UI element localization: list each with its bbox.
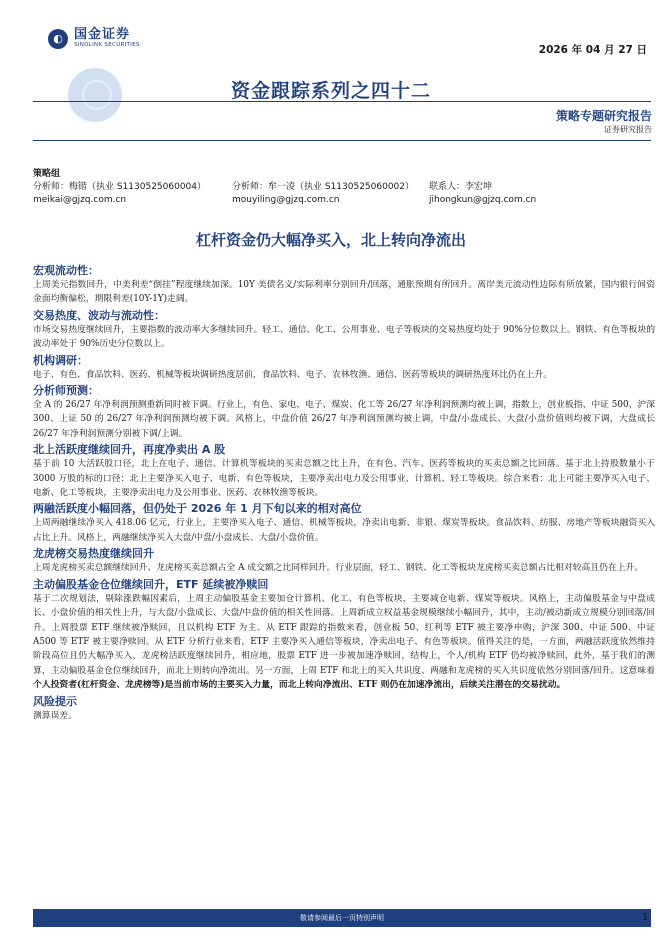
page-number: 1 xyxy=(641,912,648,923)
section-head-trading: 交易热度、波动与流动性： xyxy=(33,308,165,322)
section-text-fund-bold: 个人投资者(杠杆资金、龙虎榜等)是当前市场的主要买入力量，而北上转向净流出、ETF 则仍在加速净流出，后续关注潜在的交易扰动。 xyxy=(33,680,566,691)
section-head-north: 北上活跃度继续回升，再度净卖出 A 股 xyxy=(33,443,226,457)
logo-cn-text: 国金证券 xyxy=(74,27,131,42)
report-headline: 杠杆资金仍大幅净买入，北上转向净流出 xyxy=(195,231,466,249)
contact-person: 联系人：李宏坤 xyxy=(429,182,493,192)
section-text-margin: 上周两融继续净买入 418.06 亿元，行业上，主要净买入电子、通信、机械等板块，净卖出电新、非银、煤炭等板块。食品饮料、纺服、房地产等板块融资买入占比上升。风格上，两融继续净买入大盘/中盘/小盘成长、大盘/小盘价值。 xyxy=(33,518,655,543)
report-header xyxy=(0,0,662,150)
section-text-fund-main: 基于二次规划法，剔除涨跌幅因素后，上周主动偏股基金主要加仓计算机、化工、有色等板块，主要减仓电新、煤炭等板块。风格上，主动偏股基金与中盘成长、小盘价值的相关性上升，与大盘/小盘成长、大盘/中盘价值的相关性回落。上周新成立权益基金规模继续小幅回升，其中，主动/被动新成立规模分别回落/回升。上周股票 ETF 继续被净赎回，且以机构 ETF 为主。从 ETF 跟踪的指数来看，创业板 50、红利等 ETF 被主要净申购，沪深 300、中证 500、中证 A500 等 ETF 被主要净赎回。从 ETF 分析行业来看，ETF 主要净买入通信等板块，净卖出电子、有色等板块。值得关注的是，一方面，两融活跃度依然维持阶段高位且仍大幅净买入，龙虎榜活跃度继续回升，相应地，股票 ETF 进一步被加速净赎回，结构上，个人/机构 ETF 仍均被净赎回，此外，基于我们的测算，主动偏股基金仓位继续回升，而北上则转向净流出。另一方面，上周 ETF 和北上的买入共识度、两融和龙虎榜的买入共识度依然分别回落/回升。这意味着 xyxy=(33,593,655,676)
contact-email[interactable]: jihongkun@gjzq.com.cn xyxy=(429,195,537,205)
section-text-north: 基于前 10 大活跃股口径，北上在电子、通信、计算机等板块的买卖总额之比上升，在有色、汽车、医药等板块的买卖总额之比回落。基于北上持股数量小于 3000 万股的标的口径：北上主要净买入电子、电新、有色等板块，主要净卖出电力及公用事业、计算机、轻工等板块。综合来看：北上可能主要净买入电子、电新、化工等板块，主要净卖出电力及公用事业、医药、农林牧渔等板块。 xyxy=(33,459,655,499)
footer-bar xyxy=(33,909,651,927)
report-title: 资金跟踪系列之四十二 xyxy=(230,80,431,102)
analyst-1: 分析师：梅锴（执业 S1130525060004） xyxy=(33,182,207,192)
section-text-dragon: 上周龙虎榜买卖总额继续回升、龙虎榜买卖总额占全 A 成交额之比同样回升。行业层面，轻工、钢铁、化工等板块龙虎榜买卖总额占比相对较高且仍在上升。 xyxy=(33,563,644,574)
section-head-fund: 主动偏股基金仓位继续回升，ETF 延续被净赎回 xyxy=(33,577,269,591)
section-head-dragon: 龙虎榜交易热度继续回升 xyxy=(33,547,154,561)
section-text-trading: 市场交易热度继续回升，主要指数的波动率大多继续回升。轻工、通信、化工、公用事业、电子等板块的交易热度均处于 90%分位数以上。钢铁、有色等板块的波动率处于 90%历史分位数以上。 xyxy=(33,324,655,350)
section-text-forecast: 全 A 的 26/27 年净利润预测重新同时被下调。行业上，有色、家电、电子、煤炭、化工等 26/27 年净利润预测均被上调，指数上，创业板指、中证 500、沪深 300、上证 50 的 26/27 年净利润预测均被下调。风格上，中盘价值 26/27 年净利润预测均被上调，中盘/小盘成长、大盘/小盘价值则均被下调，大盘成长 26/27 年净利润预测分别被下调/上调。 xyxy=(33,400,655,439)
header-divider xyxy=(33,101,651,102)
report-type: 策略专题研究报告 xyxy=(555,109,652,123)
section-text-fund xyxy=(33,592,655,693)
analyst-2: 分析师：牟一凌（执业 S1130525060002） xyxy=(232,182,415,192)
report-body xyxy=(33,262,655,723)
report-subtype: 证券研究报告 xyxy=(604,125,652,134)
report-date: 2026 年 04 月 27 日 xyxy=(538,44,647,56)
company-logo xyxy=(48,28,140,49)
section-text-macro: 上周美元指数回升，中美利差“倒挂”程度继续加深。10Y 美债名义/实际利率分别回升/回落，通胀预期有所回升。离岸美元流动性边际有所放紧，国内银行间资金面均衡偏松，期限利差(10Y-1Y)走阔。 xyxy=(33,280,655,305)
section-head-survey: 机构调研： xyxy=(33,353,88,367)
section-head-forecast: 分析师预测： xyxy=(33,384,99,398)
header-divider-bottom xyxy=(33,140,651,141)
section-text-risk: 测算误差。 xyxy=(33,710,77,721)
logo-icon: ◐ xyxy=(48,29,68,49)
footer-disclaimer[interactable]: 敬请参阅最后一页特别声明 xyxy=(300,914,384,922)
section-head-macro: 宏观流动性： xyxy=(33,264,99,277)
section-head-risk: 风险提示 xyxy=(33,694,77,708)
analyst-group-label: 策略组 xyxy=(33,169,61,179)
section-text-survey: 电子、有色、食品饮料、医药、机械等板块调研热度居前，食品饮料、电子、农林牧渔、通信、医药等板块的调研热度环比仍在上升。 xyxy=(33,369,553,380)
analyst-2-email[interactable]: mouyiling@gjzq.com.cn xyxy=(232,195,340,205)
logo-en-text: SINOLINK SECURITIES xyxy=(74,42,140,48)
analyst-1-email[interactable]: meikai@gjzq.com.cn xyxy=(33,195,127,205)
section-head-margin: 两融活跃度小幅回落，但仍处于 2026 年 1 月下旬以来的相对高位 xyxy=(33,502,362,516)
analyst-block xyxy=(33,168,653,207)
